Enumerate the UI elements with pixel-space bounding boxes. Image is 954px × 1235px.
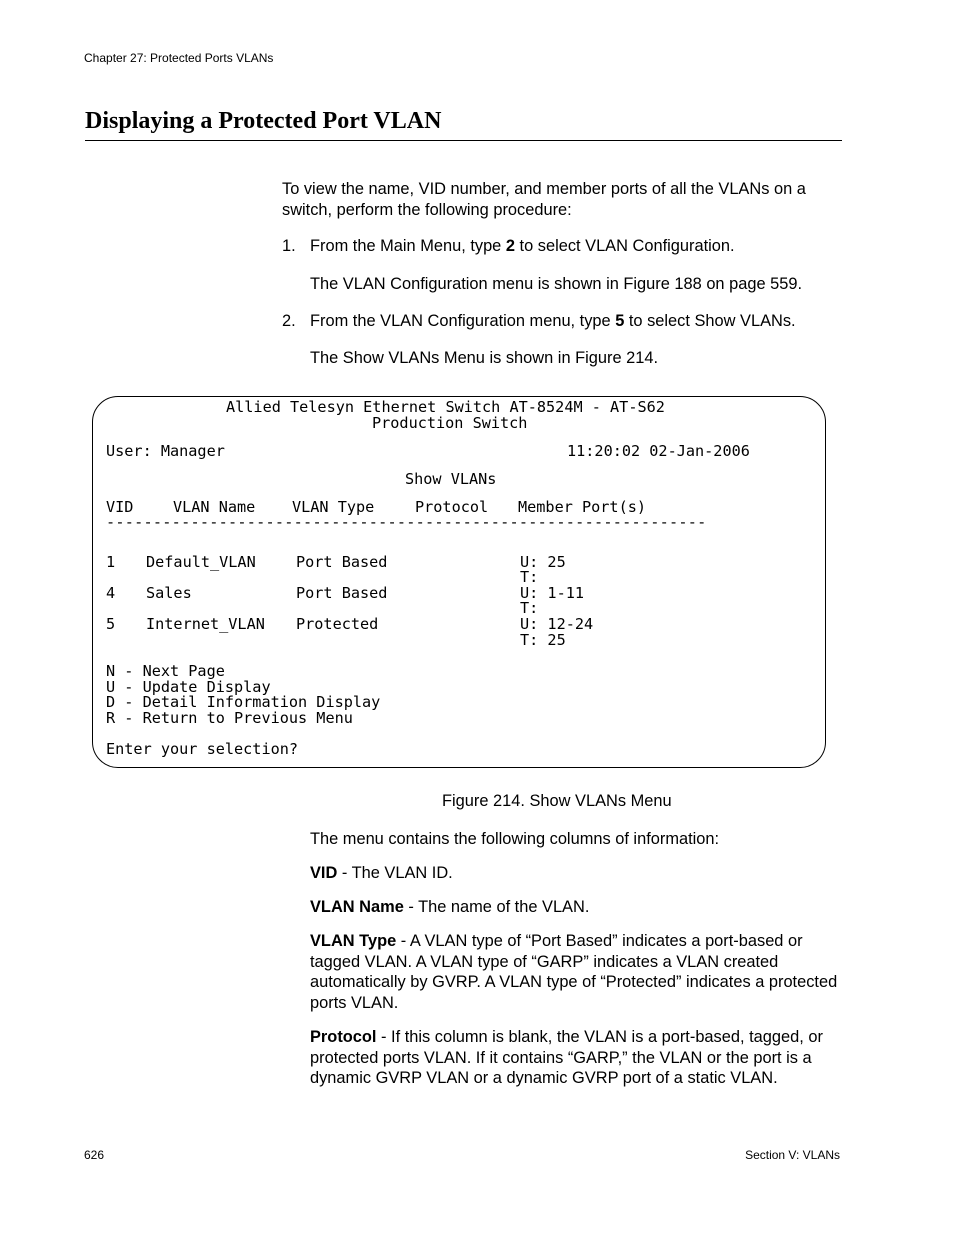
step-1 [282,236,735,257]
menu-option-next-page: N - Next Page [106,662,225,680]
row-vlan-name: Sales [146,584,192,602]
step-2-note: The Show VLANs Menu is shown in Figure 214. [310,349,659,367]
definition-term: Protocol [310,1028,377,1046]
page-number: 626 [84,1148,105,1162]
figure-caption: Figure 214. Show VLANs Menu [442,792,672,810]
definition-protocol [310,1027,845,1089]
step-text: From the VLAN Configuration menu, type [310,312,616,330]
menu-option-detail-display: D - Detail Information Display [106,693,381,711]
step-text: to select VLAN Configuration. [514,237,735,255]
screen-user: User: Manager [106,442,225,460]
menu-option-update-display: U - Update Display [106,678,271,696]
row-vlan-name: Internet_VLAN [146,615,265,633]
screen-title-line1: Allied Telesyn Ethernet Switch AT-8524M - AT-S62 [226,398,665,416]
definition-text: - If this column is blank, the VLAN is a port-based, tagged, or protected ports VLAN. If it contains “GARP,” the VLAN or the port is a dynamic GVRP VLAN or a dynamic GVRP port of a static VLAN. [310,1028,823,1087]
step-key: 2 [505,237,515,255]
step-text: to select Show VLANs. [624,312,796,330]
row-vlan-type: Port Based [296,584,388,602]
screen-menu-title: Show VLANs [405,470,497,488]
columns-intro: The menu contains the following columns of information: [310,830,720,848]
definition-vlan-type [310,931,845,1013]
step-number: 1. [282,237,296,255]
definition-vid [310,863,845,884]
row-vlan-type: Port Based [296,553,388,571]
running-header: Chapter 27: Protected Ports VLANs [84,51,274,65]
screen-datetime: 11:20:02 02-Jan-2006 [567,442,750,460]
row-tagged-ports: T: [520,599,539,617]
row-vid: 5 [106,615,116,633]
definition-text: - The name of the VLAN. [403,898,590,916]
column-header-vlan-type: VLAN Type [292,498,375,516]
row-untagged-ports: U: 1-11 [520,584,585,602]
column-header-vid: VID [106,498,134,516]
definition-term: VID [310,864,338,882]
row-vlan-type: Protected [296,615,379,633]
screen-separator: ---------------------------------------------------------------- [106,513,707,531]
step-text: From the Main Menu, type [310,237,506,255]
row-vlan-name: Default_VLAN [146,553,256,571]
page-title: Displaying a Protected Port VLAN [85,108,442,134]
title-rule [85,140,842,141]
row-vid: 4 [106,584,116,602]
step-2 [282,311,796,332]
row-tagged-ports: T: 25 [520,631,566,649]
column-header-protocol: Protocol [415,498,489,516]
column-header-vlan-name: VLAN Name [173,498,256,516]
column-header-member-ports: Member Port(s) [518,498,647,516]
step-1-note: The VLAN Configuration menu is shown in Figure 188 on page 559. [310,275,803,293]
screen-prompt: Enter your selection? [106,740,299,758]
row-untagged-ports: U: 12-24 [520,615,594,633]
row-tagged-ports: T: [520,568,539,586]
screen-title-line2: Production Switch [372,414,528,432]
step-number: 2. [282,312,296,330]
definition-text: - A VLAN type of “Port Based” indicates a port-based or tagged VLAN. A VLAN type of “GARP” indicates a VLAN created automatically by GVRP. A VLAN type of “Protected” indicates a protected ports VLAN. [310,932,838,1012]
menu-option-return: R - Return to Previous Menu [106,709,353,727]
definition-text: - The VLAN ID. [337,864,453,882]
row-untagged-ports: U: 25 [520,553,566,571]
intro-paragraph: To view the name, VID number, and member ports of all the VLANs on a switch, perform the following procedure: [282,180,806,219]
section-footer: Section V: VLANs [745,1148,840,1162]
definition-term: VLAN Type [310,932,397,950]
definition-term: VLAN Name [310,898,404,916]
step-key: 5 [615,312,625,330]
row-vid: 1 [106,553,116,571]
definition-vlan-name [310,897,845,918]
